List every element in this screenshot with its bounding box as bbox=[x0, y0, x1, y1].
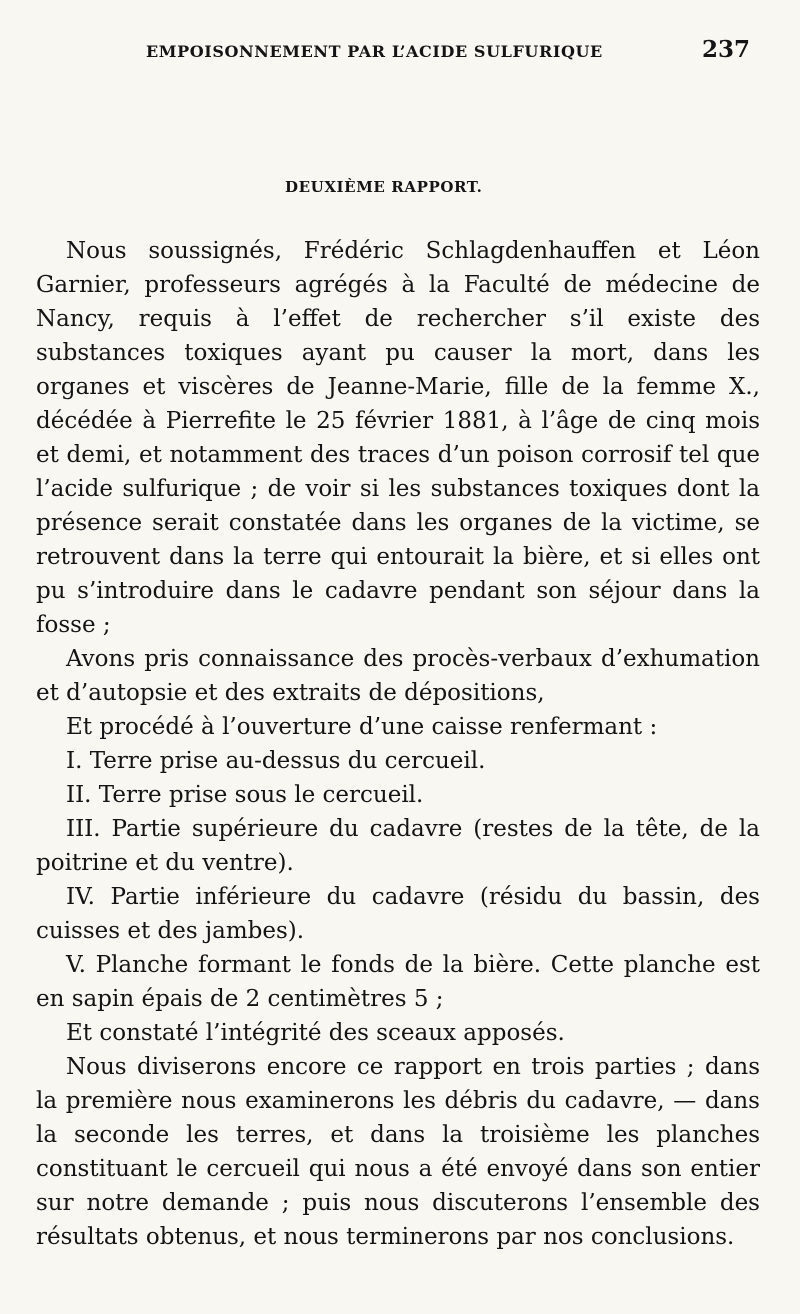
paragraph-sceaux: Et constaté l’intégrité des sceaux apposés. bbox=[66, 1020, 565, 1046]
list-item-2: II. Terre prise sous le cercueil. bbox=[66, 782, 424, 808]
page-number: 237 bbox=[701, 36, 750, 63]
body-text bbox=[36, 234, 760, 1254]
list-item-1: I. Terre prise au-dessus du cercueil. bbox=[66, 748, 486, 774]
paragraph-proces-verbaux: Avons pris connaissance des procès-verbaux d’exhumation et d’autopsie et des extraits de dépositions, bbox=[36, 646, 760, 706]
running-head bbox=[146, 38, 750, 68]
paragraph-mandate: Nous soussignés, Frédéric Schlagdenhauffen et Léon Garnier, professeurs agrégés à la Faculté de médecine de Nancy, requis à l’effet de rechercher s’il existe des substances toxiques ayant pu causer la mort, dans les organes et viscères de Jeanne-Marie, fille de la femme X., décédée à Pierrefite le 25 février 1881, à l’âge de cinq mois et demi, et notamment des traces d’un poison corrosif tel que l’acide sulfurique ; de voir si les substances toxiques dont la présence serait constatée dans les organes de la victime, se retrouvent dans la terre qui entourait la bière, et si elles ont pu s’introduire dans le cadavre pendant son séjour dans la fosse ; bbox=[36, 238, 760, 638]
list-item-3: III. Partie supérieure du cadavre (restes de la tête, de la poitrine et du ventre). bbox=[36, 816, 760, 876]
list-item-5: V. Planche formant le fonds de la bière. Cette planche est en sapin épais de 2 centimètres 5 ; bbox=[36, 952, 760, 1012]
list-item-4: IV. Partie inférieure du cadavre (résidu du bassin, des cuisses et des jambes). bbox=[36, 884, 760, 944]
paragraph-caisse: Et procédé à l’ouverture d’une caisse renfermant : bbox=[66, 714, 658, 740]
paragraph-plan: Nous diviserons encore ce rapport en trois parties ; dans la première nous examinerons les débris du cadavre, — dans la seconde les terres, et dans la troisième les planches constituant le cercueil qui nous a été envoyé dans son entier sur notre demande ; puis nous discuterons l’ensemble des résultats obtenus, et nous terminerons par nos conclusions. bbox=[36, 1054, 760, 1250]
section-title: DEUXIÈME RAPPORT. bbox=[285, 178, 483, 196]
running-title: EMPOISONNEMENT PAR L’ACIDE SULFURIQUE bbox=[146, 42, 603, 61]
